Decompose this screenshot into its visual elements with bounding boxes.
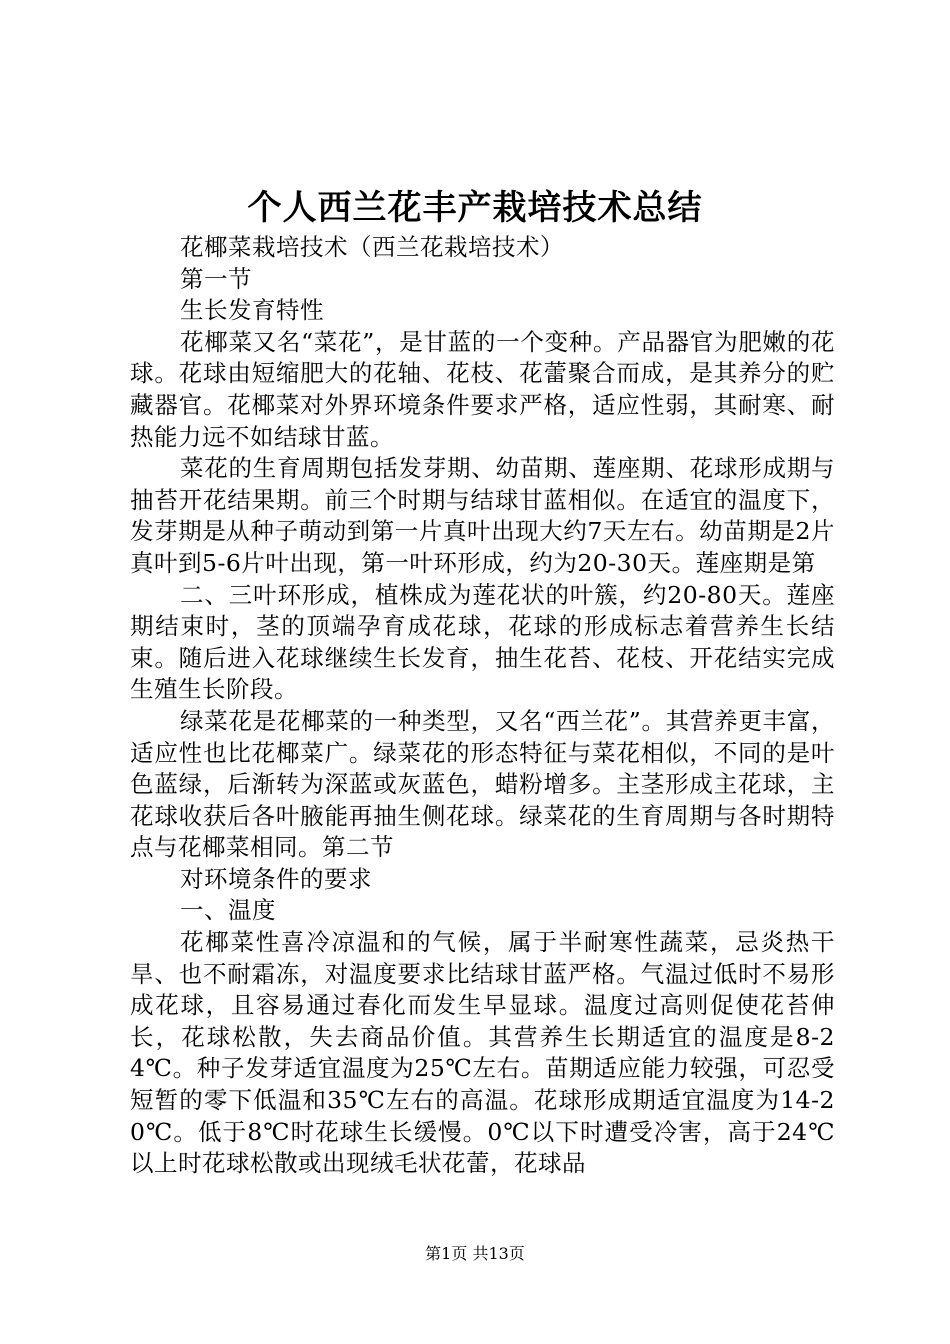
paragraph: 绿菜花是花椰菜的一种类型，又名“西兰花”。其营养更丰富，适应性也比花椰菜广。绿菜花的形态特征与菜花相似，不同的是叶色蓝绿，后渐转为深蓝或灰蓝色，蜡粉增多。主茎形成主花球，主花球收获后各叶腋能再抽生侧花球。绿菜花的生育周期与各时期特点与花椰菜相同。第二节 xyxy=(130,706,835,862)
paragraph: 二、三叶环形成，植株成为莲花状的叶簇，约20-80天。莲座期结束时，茎的顶端孕育成花球，花球的形成标志着营养生长结束。随后进入花球继续生长发育，抽生花苔、花枝、开花结实完成生殖生长阶段。 xyxy=(130,580,835,704)
page-number-footer: 第1页 共13页 xyxy=(425,1244,525,1263)
section-heading-1: 第一节 xyxy=(180,264,252,293)
paragraph: 菜花的生育周期包括发芽期、幼苗期、莲座期、花球形成期与抽苔开花结果期。前三个时期与结球甘蓝相似。在适宜的温度下，发芽期是从种子萌动到第一片真叶出现大约7天左右。幼苗期是2片真叶到5-6片叶出现，第一叶环形成，约为20-30天。莲座期是第 xyxy=(130,454,835,577)
section-subheading-growth: 生长发育特性 xyxy=(180,296,324,325)
paragraph-subtitle: 花椰菜栽培技术（西兰花栽培技术） xyxy=(180,233,564,261)
page-title: 个人西兰花丰产栽培技术总结 xyxy=(247,188,703,228)
document-body xyxy=(130,232,835,1180)
section-subheading-environment: 对环境条件的要求 xyxy=(180,864,372,893)
paragraph: 花椰菜又名“菜花”，是甘蓝的一个变种。产品器官为肥嫩的花球。花球由短缩肥大的花轴、花枝、花蕾聚合而成，是其养分的贮藏器官。花椰菜对外界环境条件要求严格，适应性弱，其耐寒、耐热能力远不如结球甘蓝。 xyxy=(130,327,835,451)
paragraph: 花椰菜性喜冷凉温和的气候，属于半耐寒性蔬菜，忌炎热干旱、也不耐霜冻，对温度要求比结球甘蓝严格。气温过低时不易形成花球，且容易通过春化而发生早显球。温度过高则促使花苔伸长，花球松散，失去商品价值。其营养生长期适宜的温度是8-24℃。种子发芽适宜温度为25℃左右。苗期适应能力较强，可忍受短暂的零下低温和35℃左右的高温。花球形成期适宜温度为14-20℃。低于8℃时花球生长缓慢。0℃以下时遭受冷害，高于24℃以上时花球松散或出现绒毛状花蕾，花球品 xyxy=(130,928,835,1178)
section-subheading-temperature: 一、温度 xyxy=(180,896,276,925)
